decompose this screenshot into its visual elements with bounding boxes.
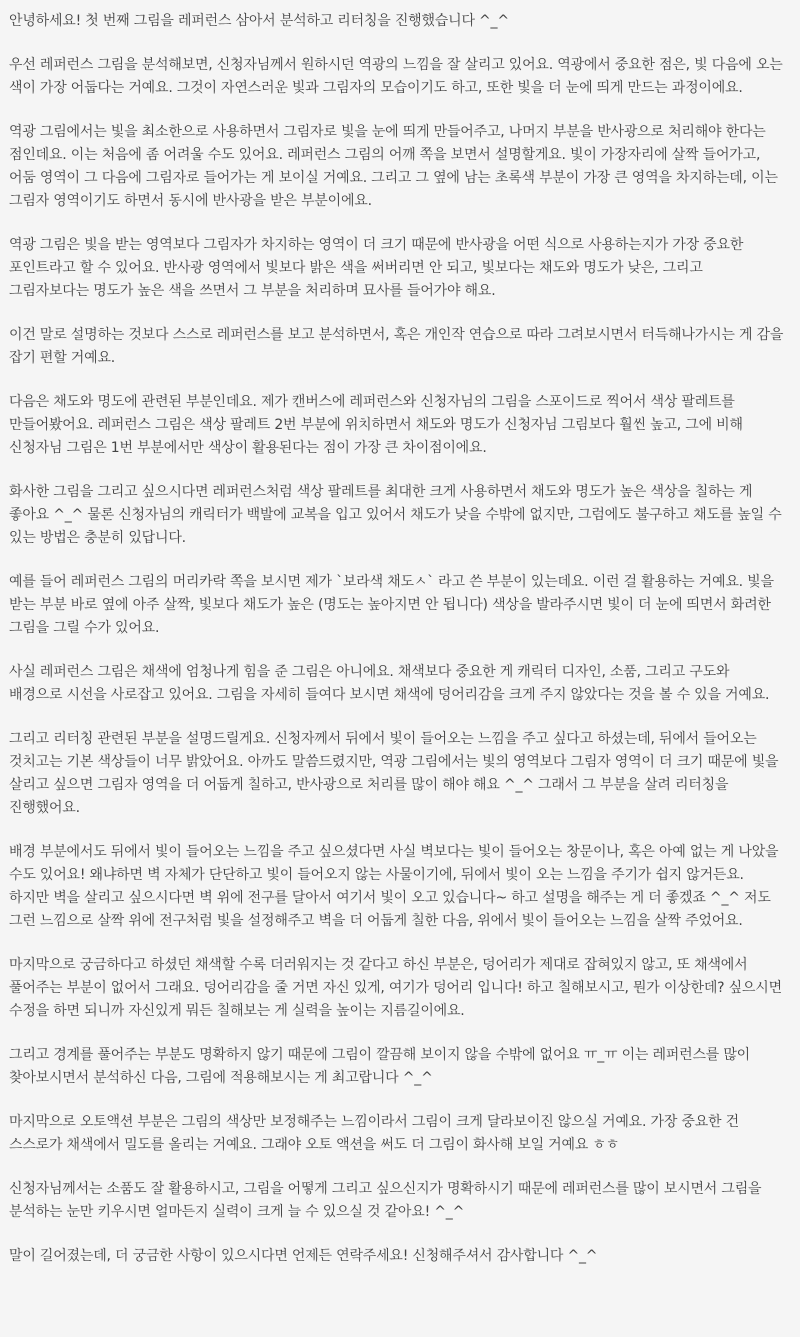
paragraph-retouching: 그리고 리터칭 관련된 부분을 설명드릴게요. 신청자께서 뒤에서 빛이 들어오는 느낌을 주고 싶다고 하셨는데, 뒤에서 들어오는 것치고는 기본 색상들이 너무 밝았어요. 아까도 말씀드렸지만, 역광 그림에서는 빛의 영역보다 그림자 영역이 더 크기 때문에 빛을 살리고 싶으면 그림자 영역을 더 어둡게 칠하고, 반사광으로 처리를 많이 해야 해요 ^_^ 그래서 그 부분을 살려 리터칭을 진행했어요. bbox=[9, 731, 779, 816]
paragraph-reflected-light: 역광 그림은 빛을 받는 영역보다 그림자가 차지하는 영역이 더 크기 때문에 반사광을 어떤 식으로 사용하는지가 가장 중요한 포인트라고 할 수 있어요. 반사광 영역에서 빛보다 밝은 색을 써버리면 안 되고, 빛보다는 채도와 명도가 낮은, 그리고 그림자보다는 명도가 높은 색을 쓰면서 그 부분을 처리하며 묘사를 들어가야 해요. bbox=[9, 237, 744, 299]
paragraph-greeting: 안녕하세요! 첫 번째 그림을 레퍼런스 삼아서 분석하고 리터칭을 진행했습니다 ^_^ bbox=[9, 13, 509, 29]
paragraph-practice-tip: 이건 말로 설명하는 것보다 스스로 레퍼런스를 보고 분석하면서, 혹은 개인작 연습으로 따라 그려보시면서 터득해나가시는 게 감을 잡기 편할 거예요. bbox=[9, 327, 784, 366]
paragraph-saturation-value: 다음은 채도와 명도에 관련된 부분인데요. 제가 캔버스에 레퍼런스와 신청자님의 그림을 스포이드로 찍어서 색상 팔레트를 만들어봤어요. 레퍼런스 그림은 색상 팔레트 2번 부분에 위치하면서 채도와 명도가 신청자님 그림보다 훨씬 높고, 그에 비해 신청자님 그림은 1번 부분에서만 색상이 활용된다는 점이 가장 큰 차이점이에요. bbox=[9, 394, 743, 456]
paragraph-edges: 그리고 경계를 풀어주는 부분도 명확하지 않기 때문에 그림이 깔끔해 보이지 않을 수밖에 없어요 ㅠ_ㅠ 이는 레퍼런스를 많이 찾아보시면서 분석하신 다음, 그림에 적용해보시는 게 최고랍니다 ^_^ bbox=[9, 1047, 751, 1086]
paragraph-reference-analysis: 우선 레퍼런스 그림을 분석해보면, 신청자님께서 원하시던 역광의 느낌을 잘 살리고 있어요. 역광에서 중요한 점은, 빛 다음에 오는 색이 가장 어둡다는 거예요. 그것이 자연스러운 빛과 그림자의 모습이기도 하고, 또한 빛을 더 눈에 띄게 만드는 과정이에요. bbox=[9, 57, 783, 96]
paragraph-background: 배경 부분에서도 뒤에서 빛이 들어오는 느낌을 주고 싶으셨다면 사실 벽보다는 빛이 들어오는 창문이나, 혹은 아예 없는 게 나았을 수도 있어요! 왜냐하면 벽 자체가 단단하고 빛이 들어오지 않는 사물이기에, 뒤에서 빛이 오는 느낌을 주기가 쉽지 않거든요. 하지만 벽을 살리고 싶으시다면 벽 위에 전구를 달아서 여기서 빛이 오고 있습니다~ 하고 설명을 해주는 게 더 좋겠죠 ^_^ 저도 그런 느낌으로 살짝 위에 전구처럼 빛을 설정해주고 벽을 더 어둡게 칠한 다음, 위에서 빛이 들어오는 느낌을 살짝 주었어요. bbox=[9, 844, 779, 929]
paragraph-muddy-colors: 마지막으로 궁금하다고 하셨던 채색할 수록 더러워지는 것 같다고 하신 부분은, 덩어리가 제대로 잡혀있지 않고, 또 채색에서 풀어주는 부분이 없어서 그래요. 덩어리감을 줄 거면 자신 있게, 여기가 덩어리 입니다! 하고 칠해보시고, 뭔가 이상한데? 싶으시면 수정을 하면 되니까 자신있게 뭐든 칠해보는 게 실력을 높이는 지름길이에요. bbox=[9, 957, 782, 1019]
paragraph-encouragement: 신청자님께서는 소품도 잘 활용하시고, 그림을 어떻게 그리고 싶으신지가 명확하시기 때문에 레퍼런스를 많이 보시면서 그림을 분석하는 눈만 키우시면 얼마든지 실력이 크게 늘 수 있으실 것 같아요! ^_^ bbox=[9, 1181, 762, 1220]
paragraph-closing: 말이 길어졌는데, 더 궁금한 사항이 있으시다면 언제든 연락주세요! 신청해주셔서 감사합니다 ^_^ bbox=[9, 1248, 598, 1264]
paragraph-hair-example: 예를 들어 레퍼런스 그림의 머리카락 쪽을 보시면 제가 `보라색 채도ㅅ` 라고 쓴 부분이 있는데요. 이런 걸 활용하는 거예요. 빛을 받는 부분 바로 옆에 아주 살짝, 빛보다 채도가 높은 (명도는 높아지면 안 됩니다) 색상을 발라주시면 빛이 더 눈에 띄면서 화려한 그림을 그릴 수가 있어요. bbox=[9, 574, 774, 636]
paragraph-reference-focus: 사실 레퍼런스 그림은 채색에 엄청나게 힘을 준 그림은 아니에요. 채색보다 중요한 게 캐릭터 디자인, 소품, 그리고 구도와 배경으로 시선을 사로잡고 있어요. 그림을 자세히 들여다 보시면 채색에 덩어리감을 크게 주지 않았다는 것을 볼 수 있을 거예요. bbox=[9, 664, 770, 703]
paragraph-bright-colors: 화사한 그림을 그리고 싶으시다면 레퍼런스처럼 색상 팔레트를 최대한 크게 사용하면서 채도와 명도가 높은 색상을 칠하는 게 좋아요 ^_^ 물론 신청자님의 캐릭터가 백발에 교복을 입고 있어서 채도가 낮을 수밖에 없지만, 그럼에도 불구하고 채도를 높일 수 있는 방법은 충분히 있답니다. bbox=[9, 484, 782, 546]
paragraph-auto-action: 마지막으로 오토액션 부분은 그림의 색상만 보정해주는 느낌이라서 그림이 크게 달라보이진 않으실 거예요. 가장 중요한 건 스스로가 채색에서 밀도를 올리는 거예요. 그래야 오토 액션을 써도 더 그림이 화사해 보일 거예요 ㅎㅎ bbox=[9, 1114, 739, 1153]
paragraph-backlight-shadow: 역광 그림에서는 빛을 최소한으로 사용하면서 그림자로 빛을 눈에 띄게 만들어주고, 나머지 부분을 반사광으로 처리해야 한다는 점인데요. 이는 처음에 좀 어려울 수도 있어요. 레퍼런스 그림의 어깨 쪽을 보면서 설명할게요. 빛이 가장자리에 살짝 들어가고, 어둠 영역이 그 다음에 그림자로 들어가는 게 보이실 거예요. 그리고 그 옆에 남는 초록색 부분이 가장 큰 영역을 차지하는데, 이는 그림자 영역이기도 하면서 동시에 반사광을 받은 부분이에요. bbox=[9, 124, 778, 209]
